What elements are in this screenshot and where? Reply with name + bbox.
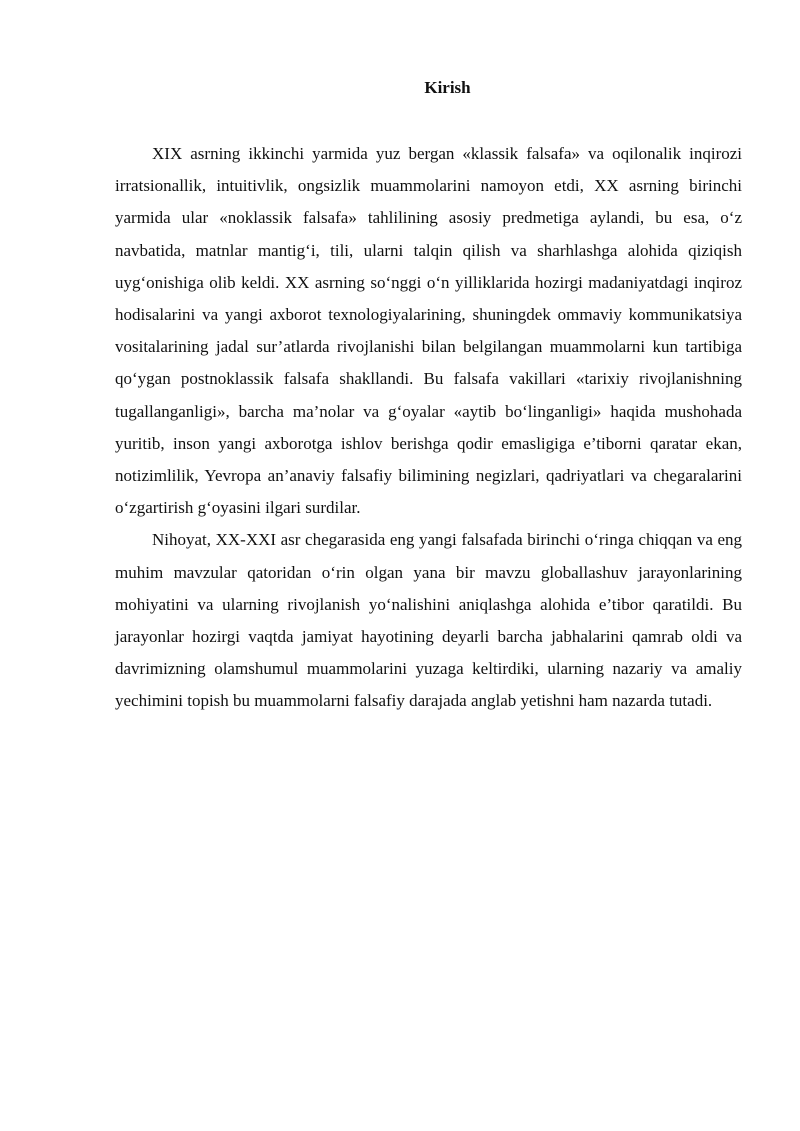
document-body [115, 138, 742, 718]
paragraph-2: Nihoyat, XX-XXI asr chegarasida eng yangi falsafada birinchi o‘ringa chiqqan va eng muhim mavzular qatoridan o‘rin olgan yana bir mavzu globallashuv jarayonlarining mohiyatini va ularning rivojlanish yo‘nalishini aniqlashga alohida e’tibor qaratildi. Bu jarayonlar hozirgi vaqtda jamiyat hayotining deyarli barcha jabhalarini qamrab oldi va davrimizning olamshumul muammolarini yuzaga keltirdiki, ularning nazariy va amaliy yechimini topish bu muammolarni falsafiy darajada anglab yetishni ham nazarda tutadi. [115, 530, 742, 711]
paragraph-1: XIX asrning ikkinchi yarmida yuz bergan «klassik falsafa» va oqilonalik inqirozi irratsionallik, intuitivlik, ongsizlik muammolarini namoyon etdi, XX asrning birinchi yarmida ular «noklassik falsafa» tahlilining asosiy predmetiga aylandi, bu esa, o‘z navbatida, matnlar mantig‘i, tili, ularni talqin qilish va sharhlashga alohida qiziqish uyg‘onishiga olib keldi. XX asrning so‘nggi o‘n yilliklarida hozirgi madaniyatdagi inqiroz hodisalarini va yangi axborot texnologiyalarining, shuningdek ommaviy kommunikatsiya vositalarining jadal sur’atlarda rivojlanishi bilan belgilangan muammolarni kun tartibiga qo‘ygan postnoklassik falsafa shakllandi. Bu falsafa vakillari «tarixiy rivojlanishning tugallanganligi», barcha ma’nolar va g‘oyalar «aytib bo‘linganligi» haqida mushohada yuritib, inson yangi axborotga ishlov berishga qodir emasligiga e’tiborni qaratar ekan, notizimlilik, Yevropa an’anaviy falsafiy bilimining negizlari, qadriyatlari va chegaralarini o‘zgartirish g‘oyasini ilgari surdilar. [115, 144, 742, 518]
page-title: Kirish [424, 78, 471, 97]
